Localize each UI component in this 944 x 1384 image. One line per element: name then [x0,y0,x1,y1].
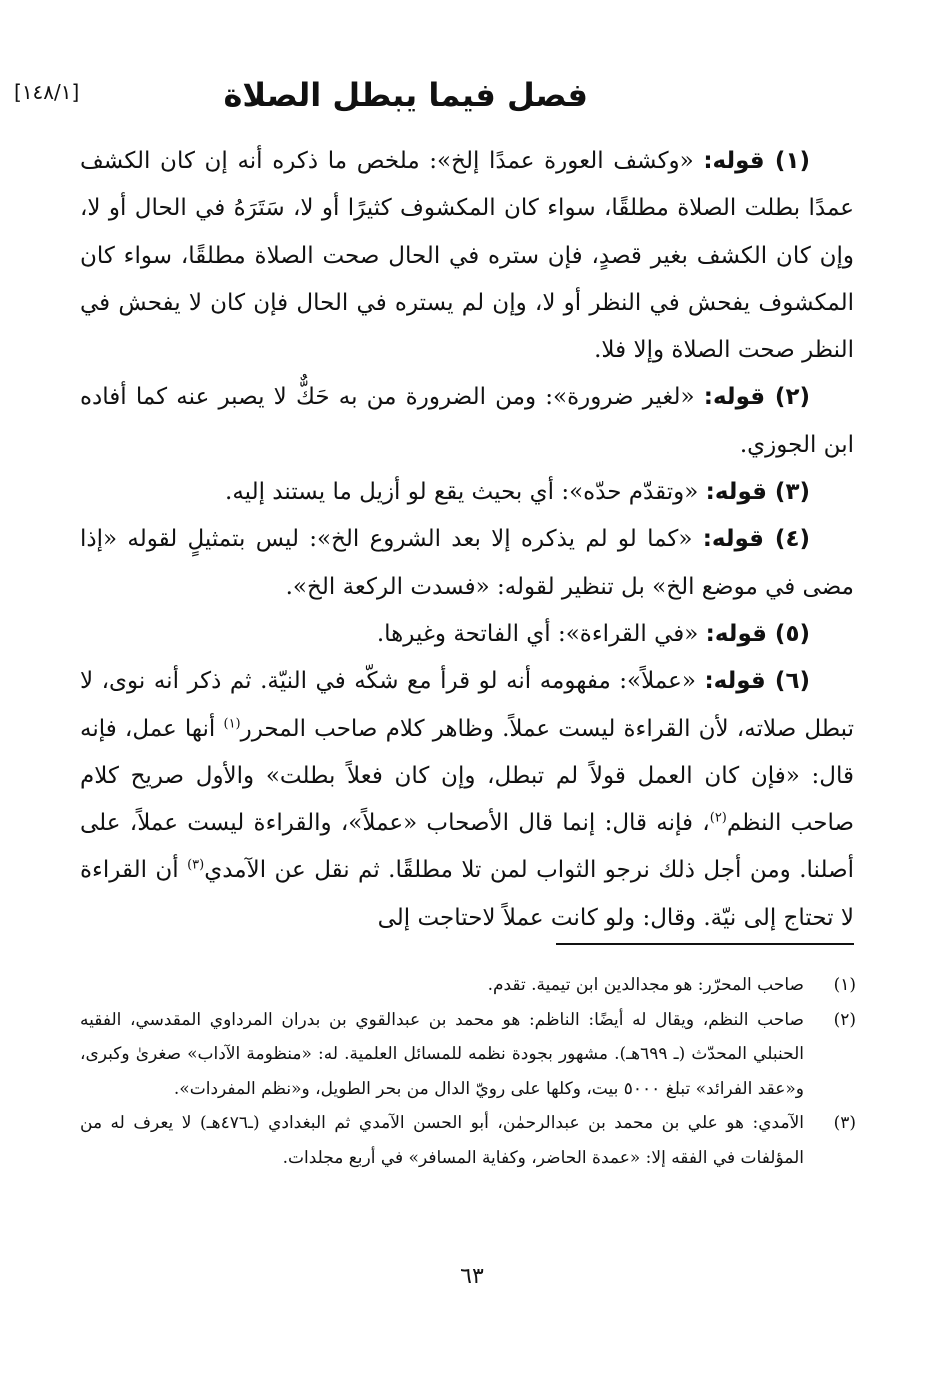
paragraph-text: أنها عمل، فإنه قال: «فإن كان العمل قولاً لم تبطل، وإن كان فعلاً بطلت» والأول صريح كلام صاحب النظم [80,715,854,837]
chapter-title: فصل فيما يبطل الصلاة [223,76,588,114]
footnote-ref: (٣) [187,857,205,873]
footnote [80,1003,856,1107]
footnote-divider [556,943,854,945]
footnote-number: (١) [833,975,856,995]
paragraph [80,374,854,469]
footnote-text: الآمدي: هو علي بن محمد بن عبدالرحمٰن، أبو الحسن الآمدي ثم البغدادي (ـ٤٧٦هـ) لا يعرف له من المؤلفات في الفقه إلا: «عمدة الحاضر، وكفاية المسافر» في أربع مجلدات. [80,1113,804,1168]
paragraph-text: «وتقدّم حدّه»: أي بحيث يقع لو أزيل ما يستند إليه. [225,479,706,506]
paragraph-text: «وكشف العورة عمدًا إلخ»: ملخص ما ذكره أنه إن كان الكشف عمدًا بطلت الصلاة مطلقًا، سواء كان المكشوف كثيرًا أو لا، سَتَرَهُ في الحال أو لا، وإن كان الكشف بغير قصدٍ، فإن ستره في الحال صحت الصلاة مطلقًا، سواء كان المكشوف يفحش في النظر أو لا، وإن لم يستره في الحال فإن كان لا يفحش في النظر صحت الصلاة وإلا فلا. [80,148,854,364]
paragraph-text: «في القراءة»: أي الفاتحة وغيرها. [376,620,706,647]
paragraph [80,516,854,611]
paragraph-label: (٢) قوله: [703,384,810,411]
paragraph-text: «كما لو لم يذكره إلا بعد الشروع الخ»: ليس بتمثيلٍ لقوله «إذا مضى في موضع الخ» بل تنظير لقوله: «فسدت الركعة الخ». [80,526,854,600]
page-number: ٦٣ [460,1264,484,1289]
paragraph-label: (٦) قوله: [704,668,810,695]
paragraph-text: «لغير ضرورة»: ومن الضرورة من به حَكٌّ لا يصبر عنه كما أفاده ابن الجوزي. [80,384,854,458]
footnote-ref: (١) [223,715,241,731]
footnote [80,968,856,1003]
paragraph-text: «عملاً»: مفهومه أنه لو قرأ مع شكّه في النيّة. ثم ذكر أنه نوى، لا تبطل صلاته، لأن القراءة ليست عملاً. وظاهر كلام صاحب المحرر [80,668,855,742]
paragraph [80,469,854,516]
page-header [14,72,930,118]
paragraph-label: (٤) قوله: [702,526,810,553]
paragraph [80,138,854,374]
paragraph [80,611,854,658]
footnote-text: صاحب النظم، ويقال له أيضًا: الناظم: هو محمد بن عبدالقوي بن بدران المرداوي المقدسي، الفقيه الحنبلي المحدّث (ـ ٦٩٩هـ). مشهور بجودة نظمه للمسائل العلمية. له: «منظومة الآداب» صغرىٰ وكبرى، و«عقد الفرائد» تبلغ ٥٠٠٠ بيت، وكلها على رويّ الدال من بحر الطويل، و«نظم المفردات». [80,1009,804,1099]
paragraph [80,658,854,942]
main-text [80,138,854,942]
paragraph-label: (٥) قوله: [705,620,810,647]
footnote-number: (٢) [833,1009,856,1030]
footnote-ref: (٢) [709,810,727,826]
footnote [80,1106,856,1175]
footnote-number: (٣) [833,1113,856,1133]
paragraph-text: ، فإنه قال: إنما قال الأصحاب «عملاً»، والقراءة ليست عملاً، على أصلنا. ومن أجل ذلك نرجو الثواب لمن تلا مطلقًا. ثم نقل عن الآمدي [80,810,854,884]
footnotes [80,968,856,1175]
footnote-text: صاحب المحرّر: هو مجدالدين ابن تيمية. تقدم. [487,975,804,995]
paragraph-label: (٣) قوله: [705,479,810,506]
paragraph-text: أن القراءة لا تحتاج إلى نيّة. وقال: ولو كانت عملاً لاحتاجت إلى [80,857,854,931]
page-reference: [١٤٨/١] [14,80,80,104]
paragraph-label: (١) قوله: [703,148,811,174]
